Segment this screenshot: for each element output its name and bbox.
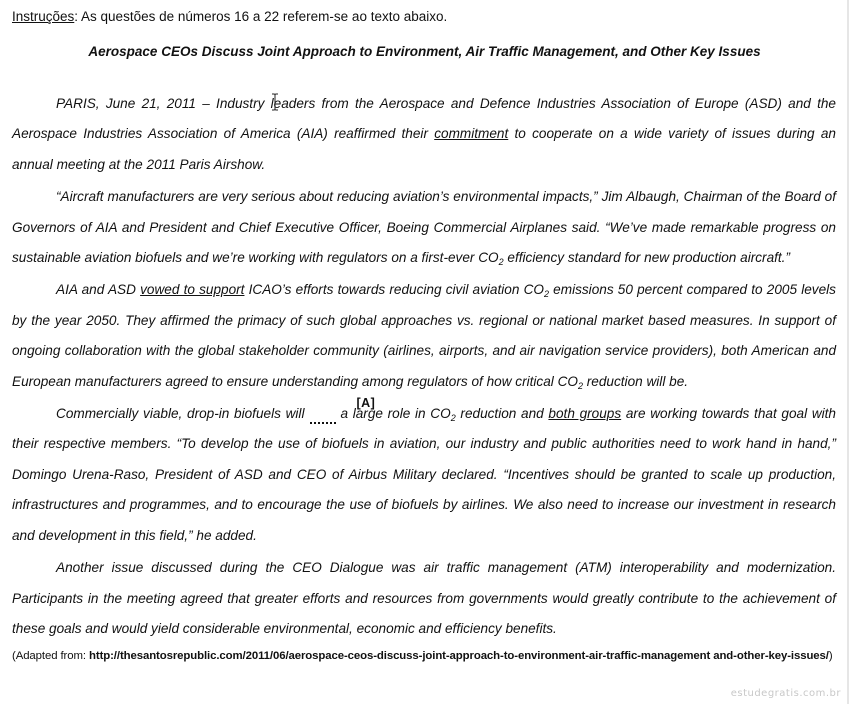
blank-a-marker: [A] [356,396,376,411]
instructions-label: Instruções [12,9,75,24]
article-body [12,89,836,644]
underlined-term-both-groups: both groups [548,406,622,422]
instructions-text: : As questões de números 16 a 22 referem-se ao texto abaixo. [74,9,448,24]
blank-a-gap [310,396,376,420]
subscript: 2 [450,413,456,424]
instructions-line [12,8,447,26]
paragraph-4: Commercially viable, drop-in biofuels will [A] a large role in $CO_2$ reduction and both groups are working towards that goal with their respective members. “To develop the use of biofuels in aviation, our industry and public authorities need to work hand in hand,” Domingo Urena-Raso, President of ASD and CEO of Airbus Military declared. “Incentives should be granted to scale up production, infrastructures and programmes, and to encourage the use of biofuels by airlines. We also need to increase our investment in research and development in this field,” he added. [12,396,836,543]
source-citation: (Adapted from: http://thesantosrepublic.com/2011/06/aerospace-ceos-discuss-joint-approach-to-environment-air-traffic-management and-other-key-issues/) [12,650,833,662]
source-url: http://thesantosrepublic.com/2011/06/aerospace-ceos-discuss-joint-approach-to-environment-air-traffic-management and-other-key-issues/ [89,650,829,662]
subscript: 2 [577,380,583,391]
paragraph-1: PARIS, June 21, 2011 – Industry leaders from the Aerospace and Defence Industries Association of Europe (ASD) and the Aerospace Industries Association of America (AIA) reaffirmed their commitment to cooperate on a wide variety of issues during an annual meeting at the 2011 Paris Airshow. [12,96,836,172]
underlined-term-commitment: commitment [434,126,509,142]
paragraph-2: “Aircraft manufacturers are very serious about reducing aviation’s environmental impacts,” Jim Albaugh, Chairman of the Board of Governors of AIA and President and Chief Executive Officer, Boeing Commercial Airplanes said. “We’ve made remarkable progress on sustainable aviation biofuels and we’re working with regulators on a first-ever $CO_2$ efficiency standard for new production aircraft.” [12,189,836,268]
underlined-term-vowed-to-support: vowed to support [140,282,245,298]
article-title: Aerospace CEOs Discuss Joint Approach to Environment, Air Traffic Management, and Other Key Issues [88,44,761,59]
watermark: estudegratis.com.br [730,688,841,699]
paragraph-3: AIA and ASD vowed to support ICAO’s efforts towards reducing civil aviation $CO_2$ emissions 50 percent compared to 2005 levels by the year 2050. They affirmed the primacy of such global approaches vs. regional or national market based measures. In support of ongoing collaboration with the global stakeholder community (airlines, airports, and air navigation service providers), both American and European manufacturers agreed to ensure understanding among regulators of how critical $CO_2$ reduction will be. [12,282,836,391]
dotted-line [310,422,336,424]
paragraph-5: Another issue discussed during the CEO Dialogue was air traffic management (ATM) interoperability and modernization. Participants in the meeting agreed that greater efforts and resources from governments would greatly contribute to the achievement of these goals and would yield considerable environmental, economic and efficiency benefits. [12,560,836,636]
text-cursor-icon [271,93,279,111]
subscript: 2 [543,289,549,300]
subscript: 2 [498,257,504,268]
